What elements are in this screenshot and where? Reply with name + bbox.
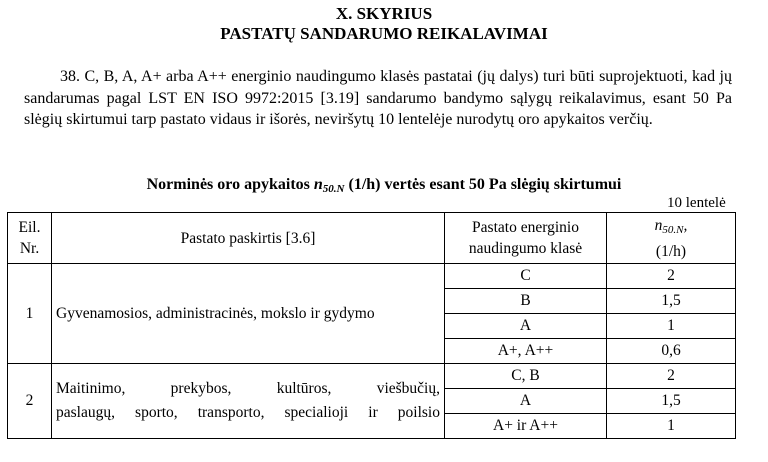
header-class — [445, 213, 607, 264]
group-1-no: 1 — [8, 264, 52, 364]
table-header-row — [8, 213, 736, 264]
table-title-after: (1/h) vertės esant 50 Pa slėgių skirtumui — [344, 176, 622, 193]
table-title-before: Norminės oro apykaitos — [146, 176, 314, 193]
header-value-symbol: n — [654, 216, 663, 234]
paragraph-38: 38. C, B, A, A+ arba A++ energinio naudingumo klasės pastatai (jų dalys) turi būti suprojektuoti, kad jų sandarumas pagal LST EN ISO 9972:2015 [3.19] sandarumo bandymo sąlygų reikalavimus, esant 50 Pa slėgių skirtumui tarp pastato vidaus ir išorės, neviršytų 10 lentelėje nurodytų oro apykaitos verčių. — [24, 68, 732, 128]
table-number: 10 lentelė — [667, 195, 726, 211]
header-class-line2: naudingumo klasė — [468, 240, 583, 257]
group-2-purpose-line1: Maitinimo, prekybos, kultūros, viešbučių, — [56, 380, 440, 397]
header-no — [8, 213, 52, 264]
class-cell: A — [445, 389, 607, 414]
header-value — [607, 213, 736, 264]
header-value-subscript: 50.N — [662, 223, 684, 236]
header-value-unit: (1/h) — [655, 242, 687, 260]
air-exchange-table — [7, 212, 736, 439]
value-cell: 2 — [607, 364, 736, 389]
group-2-purpose — [52, 364, 445, 439]
header-value-suffix: , — [683, 216, 688, 234]
table-title-subscript: 50.N — [322, 183, 345, 195]
header-class-line1: Pastato energinio — [472, 219, 579, 236]
class-cell: C — [445, 264, 607, 289]
class-cell: C, B — [445, 364, 607, 389]
table-title-symbol: n — [313, 176, 323, 193]
value-cell: 1 — [607, 414, 736, 439]
group-1-purpose: Gyvenamosios, administracinės, mokslo ir gydymo — [52, 264, 445, 364]
header-no-line2: Nr. — [19, 240, 40, 257]
group-2-purpose-line2: paslaugų, sporto, transporto, specialioji ir poilsio — [56, 404, 440, 421]
value-cell: 2 — [607, 264, 736, 289]
value-cell: 1,5 — [607, 389, 736, 414]
chapter-heading: X. SKYRIUS — [335, 4, 433, 23]
table-row — [8, 364, 736, 389]
header-purpose: Pastato paskirtis [3.6] — [52, 213, 445, 264]
table-title — [0, 175, 768, 199]
class-cell: A — [445, 314, 607, 339]
class-cell: A+ ir A++ — [445, 414, 607, 439]
value-cell: 1 — [607, 314, 736, 339]
group-2-no: 2 — [8, 364, 52, 439]
header-no-line1: Eil. — [18, 219, 41, 236]
class-cell: A+, A++ — [445, 339, 607, 364]
table-row — [8, 264, 736, 289]
class-cell: B — [445, 289, 607, 314]
value-cell: 1,5 — [607, 289, 736, 314]
section-title: PASTATŲ SANDARUMO REIKALAVIMAI — [220, 24, 548, 43]
value-cell: 0,6 — [607, 339, 736, 364]
